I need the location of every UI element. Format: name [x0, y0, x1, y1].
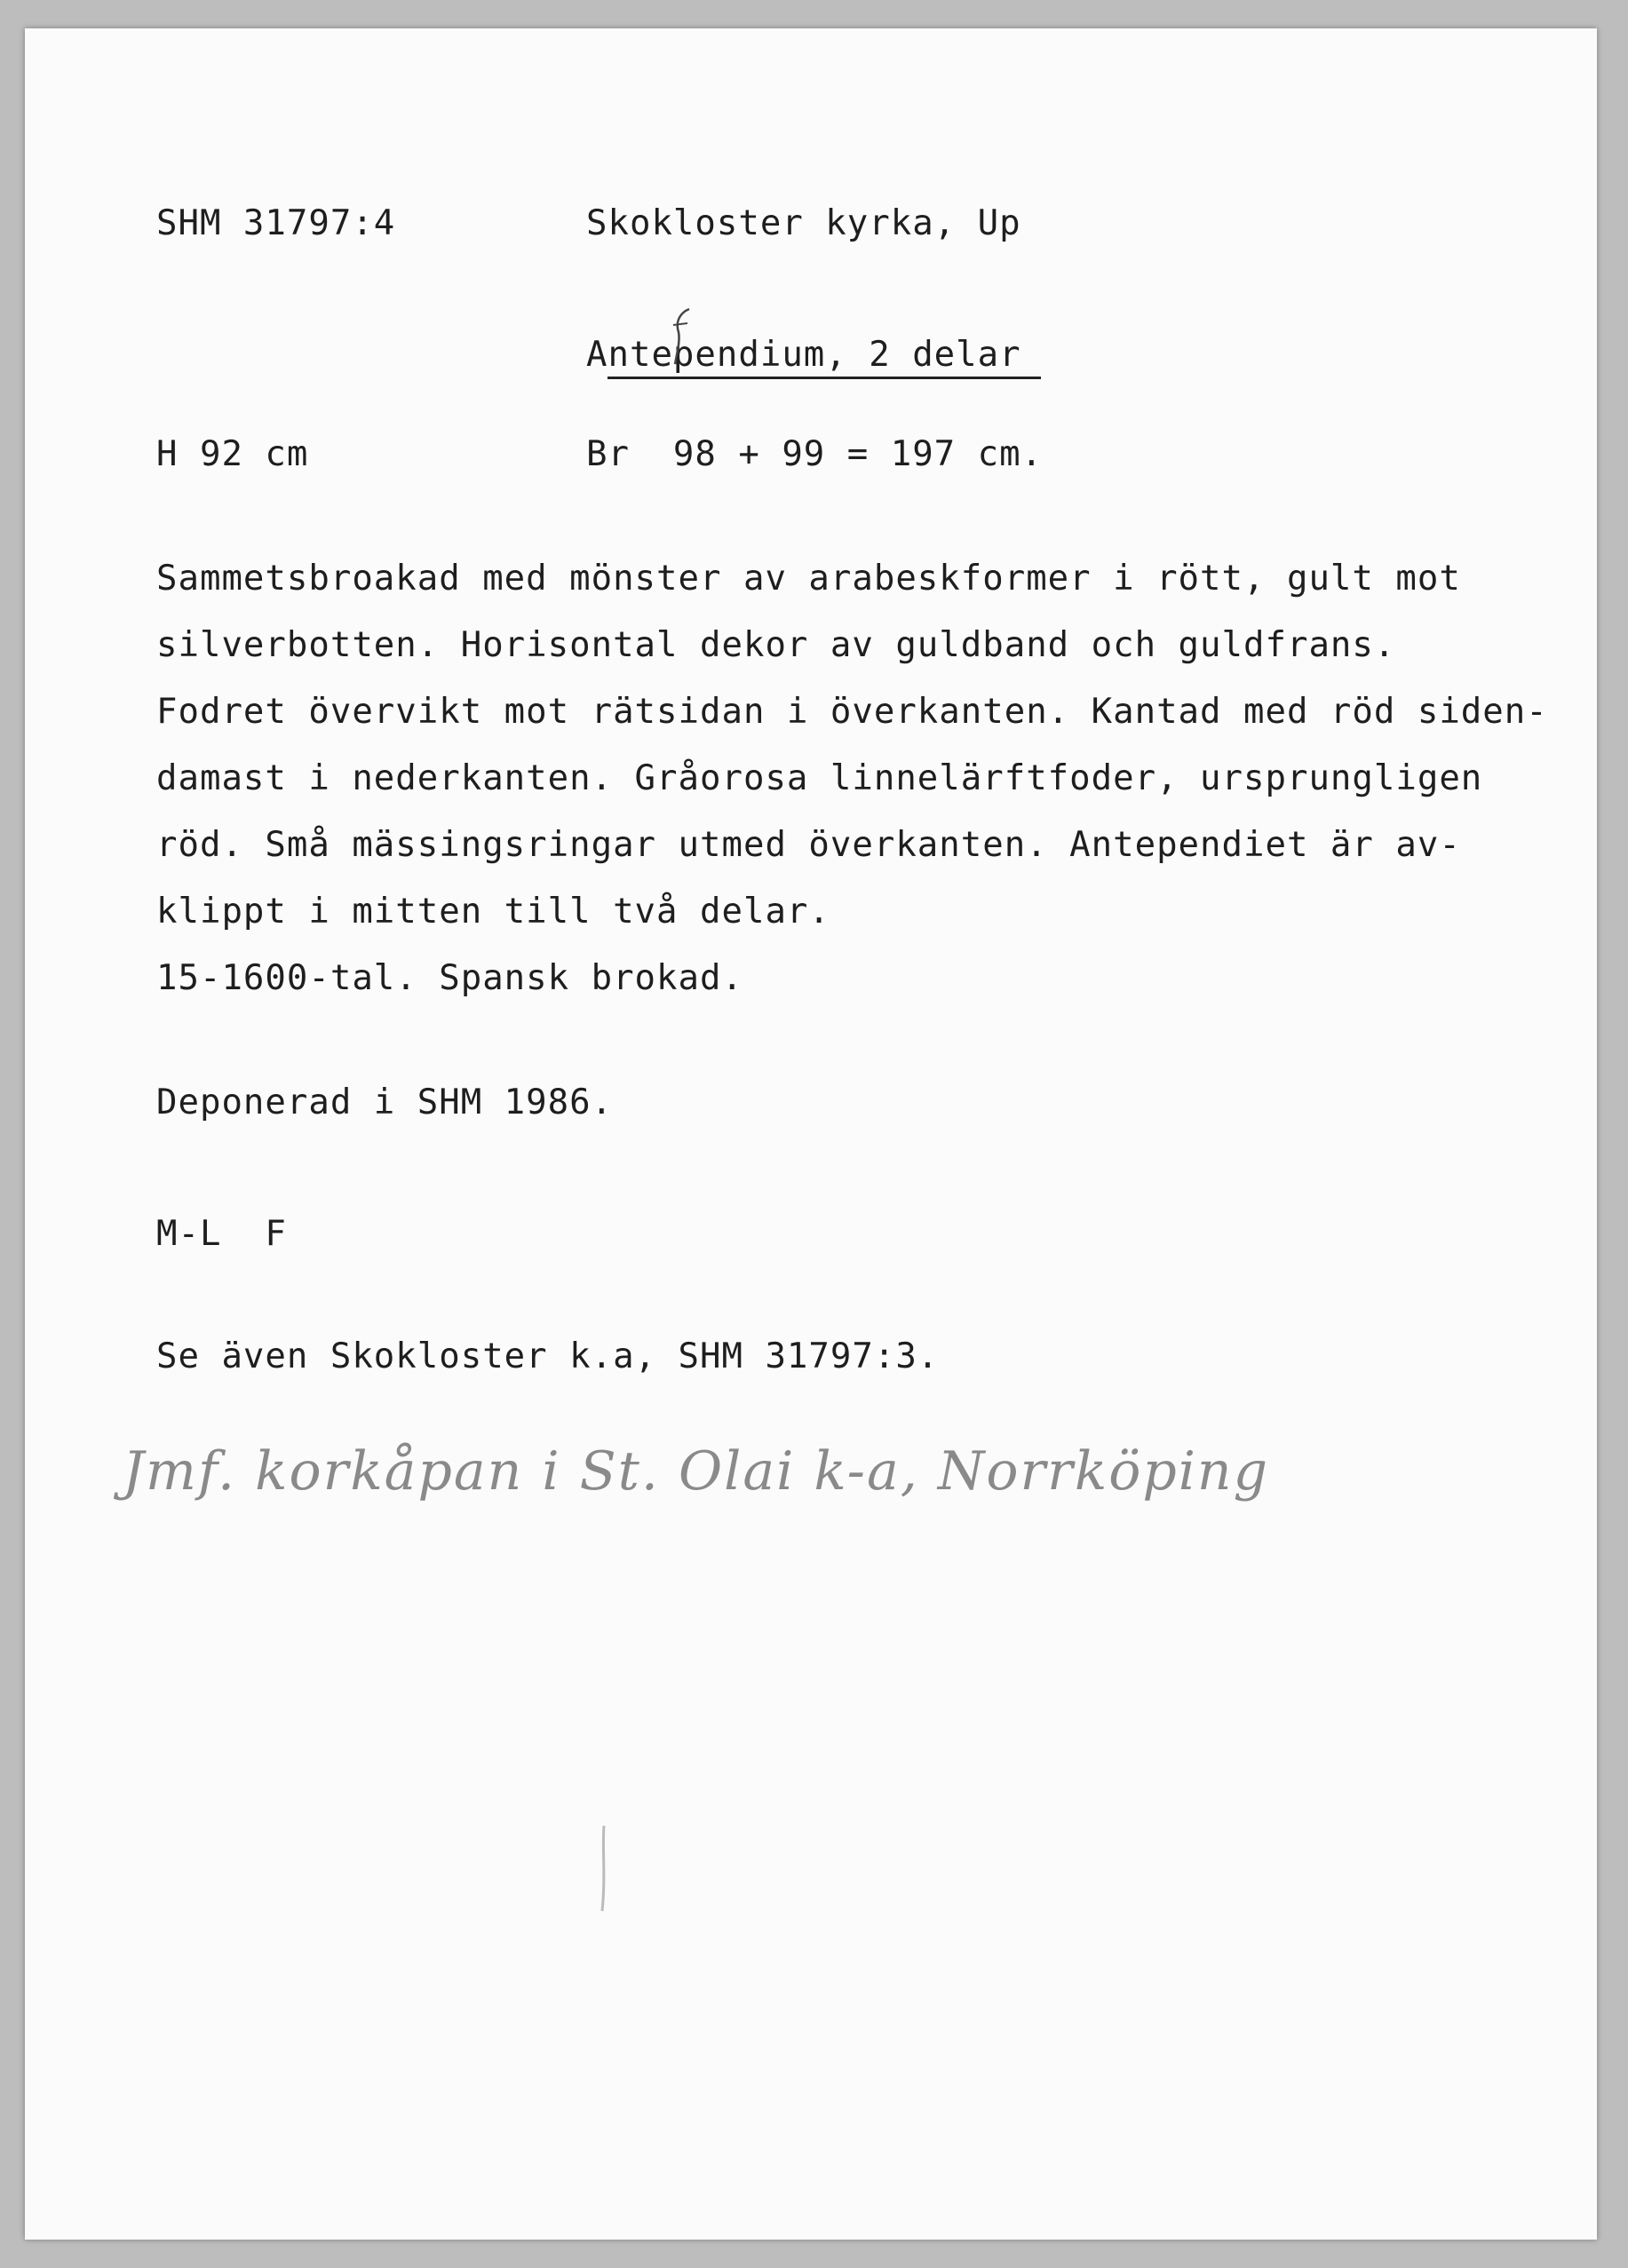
- description-line: Sammetsbroakad med mönster av arabeskformer i rött, gult mot: [156, 559, 1461, 599]
- description-line: damast i nederkanten. Gråorosa linnelärftfoder, ursprungligen: [156, 758, 1483, 798]
- title-underline: [608, 377, 1041, 379]
- description: [156, 545, 1548, 1011]
- signature-initials: M-L F: [156, 1214, 287, 1254]
- see-also-reference: Se även Skokloster k.a, SHM 31797:3.: [156, 1336, 940, 1376]
- location: Skokloster kyrka, Up: [586, 203, 1021, 243]
- deposit-note: Deponerad i SHM 1986.: [156, 1082, 614, 1122]
- reverse-side-bleed-through: [52, 170, 123, 1769]
- catalog-card: [25, 28, 1597, 2240]
- handwritten-note: Jmf. korkåpan i St. Olai k-a, Norrköping: [123, 1440, 1269, 1503]
- pencil-correction-mark: [664, 305, 700, 368]
- description-line: röd. Små mässingsringar utmed överkanten. Antependiet är av-: [156, 825, 1461, 865]
- object-title: Antependium, 2 delar: [586, 335, 1021, 375]
- description-line: silverbotten. Horisontal dekor av guldband och guldfrans.: [156, 625, 1396, 665]
- catalog-number: SHM 31797:4: [156, 203, 396, 243]
- height-dimension: H 92 cm: [156, 434, 309, 474]
- description-line: 15-1600-tal. Spansk brokad.: [156, 958, 743, 998]
- description-line: Fodret övervikt mot rätsidan i överkanten. Kantad med röd siden-: [156, 692, 1548, 732]
- description-line: klippt i mitten till två delar.: [156, 892, 830, 932]
- width-dimension: Br 98 + 99 = 197 cm.: [586, 434, 1044, 474]
- stray-pencil-mark: [593, 1822, 615, 1920]
